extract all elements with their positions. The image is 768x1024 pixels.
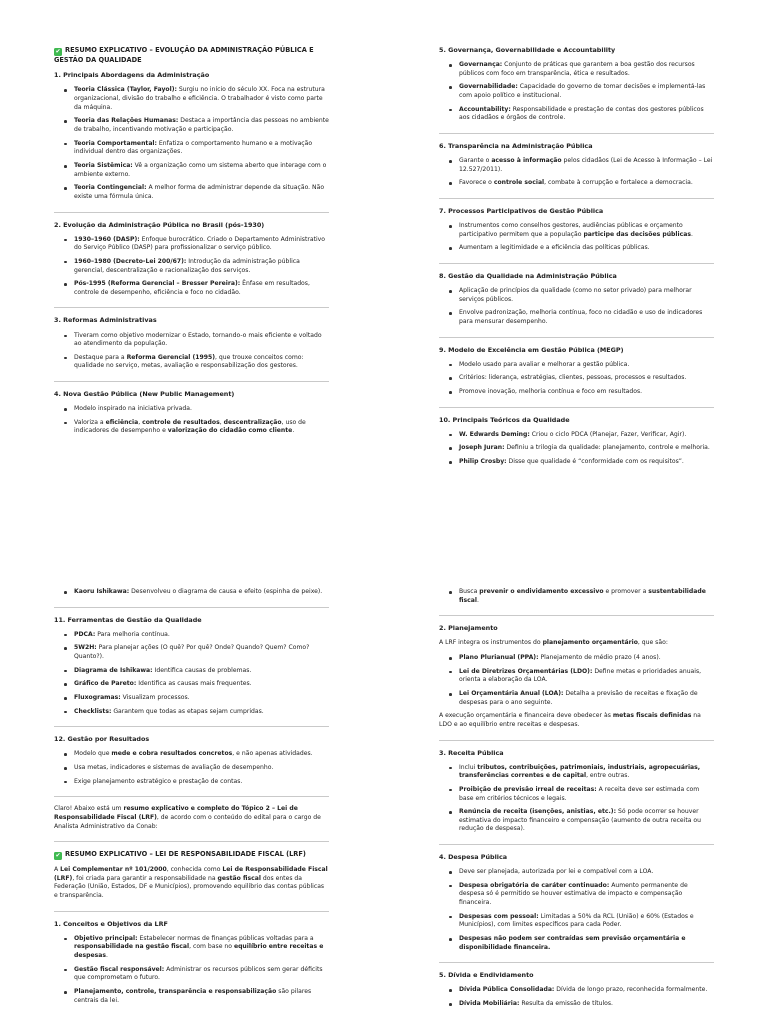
text-run: , com base no [189, 943, 234, 951]
text-run: , que são: [637, 639, 668, 647]
list-item [74, 419, 329, 436]
list-item [459, 1000, 714, 1009]
text-run: , uso de indicadores de desempenho e [74, 418, 306, 435]
section-heading [439, 624, 714, 633]
text-run: , e não apenas atividades. [232, 750, 313, 758]
section-10-principais-teoricos-da-qualidade [439, 407, 714, 467]
bullet-list [439, 61, 714, 123]
bold-text: Plano Plurianual (PPA): [459, 654, 539, 662]
list-item [459, 986, 714, 995]
text-run: , foi criada para garantir a responsabilidade na [72, 874, 218, 882]
bold-text: Philip Crosby: [459, 458, 507, 466]
bold-text: W. Edwards Deming: [459, 430, 530, 438]
text-run: Busca [459, 588, 480, 595]
bold-text: controle social [493, 179, 545, 187]
text-run: , [219, 418, 224, 426]
paragraph [439, 639, 714, 648]
text-run: Criou o ciclo PDCA (Planejar, Fazer, Verificar, Agir). [529, 430, 687, 438]
text-run: Enfoque burocrático. Criado o Departamento Administrativo do Serviço Público (DASP) para profissionalizar o serviço público. [74, 235, 326, 252]
bold-text: Teoria Clássica (Taylor, Fayol): [74, 86, 177, 94]
section-heading-text: 10. Principais Teóricos da Qualidade [439, 415, 570, 424]
section-4-despesa-publica [439, 844, 714, 952]
section-heading-text: 2. Evolução da Administração Pública no Brasil (pós-1930) [54, 220, 265, 229]
section-heading [54, 850, 329, 860]
section-heading-text: 12. Gestão por Resultados [54, 735, 150, 744]
list-item [74, 644, 329, 661]
list-item [74, 140, 329, 157]
text-run: Resulta da emissão de títulos. [519, 1000, 613, 1008]
section-heading [439, 853, 714, 862]
bullet-list [54, 631, 329, 716]
bold-text: Teoria das Relações Humanas: [74, 117, 179, 125]
text-run: Critérios: liderança, estratégias, clientes, pessoas, processos e resultados. [459, 374, 687, 382]
list-item [459, 179, 714, 188]
list-item [74, 988, 329, 1005]
section-heading-text: 7. Processos Participativos de Gestão Pública [439, 206, 604, 215]
list-item [459, 287, 714, 304]
section-heading-text: RESUMO EXPLICATIVO – EVOLUÇÃO DA ADMINISTRAÇÃO PÚBLICA E GESTÃO DA QUALIDADE [54, 46, 314, 64]
text-run: , de acordo com o conteúdo do edital para o cargo de Analista Administrativo da Conab: [54, 813, 321, 830]
text-run: Desenvolveu o diagrama de causa e efeito (espinha de peixe). [129, 588, 323, 595]
bold-text: valorização do cidadão como cliente [167, 427, 293, 435]
text-run: . [105, 952, 108, 960]
text-run: Aplicação de princípios da qualidade (como no setor privado) para melhorar serviços públicos. [459, 287, 692, 303]
text-run: e promover a [603, 588, 649, 595]
text-run: Garante o [459, 157, 492, 165]
list-item [459, 244, 714, 253]
list-item [74, 332, 329, 349]
bullet-list [439, 868, 714, 952]
bold-text: acesso à informação [491, 157, 562, 165]
bold-text: Lei Complementar nº 101/2000 [60, 866, 167, 874]
section-12-gestao-por-resultados [54, 726, 329, 786]
list-item [74, 405, 329, 414]
bold-text: Governabilidade: [459, 83, 518, 91]
text-run: Destaca a importância das pessoas no ambiente de trabalho, incentivando motivação e participação. [74, 117, 329, 134]
bold-text: planejamento orçamentário [542, 639, 638, 647]
section-heading-text: 5. Governança, Governabilidade e Accountability [439, 46, 616, 54]
bullet-list [439, 431, 714, 467]
section-continuation [54, 796, 329, 831]
right-column [439, 588, 714, 1019]
text-run: Valoriza a [74, 418, 106, 426]
text-run: Limitadas a 50% da RCL (União) e 60% (Estados e Municípios), com limites específicos para cada Poder. [459, 912, 694, 929]
subsection-heading: 1. Principais Abordagens da Administração [54, 71, 210, 80]
list-item [459, 588, 714, 605]
text-run: Conjunto de práticas que garantem a boa gestão dos recursos públicos com foco em transparência, ética e resultados. [459, 61, 695, 77]
section-8-gestao-da-qualidade-na-administracao-p [439, 263, 714, 327]
section-5-divida-e-endividamento [439, 962, 714, 1008]
bold-text: Despesa obrigatória de caráter continuado: [459, 881, 610, 889]
section-resumo-explicativo-evolucao-da-administr [54, 46, 329, 202]
text-run: Inclui [459, 763, 478, 771]
list-item [459, 83, 714, 100]
bold-text: Renúncia de receita (isenções, anistias, etc.): [459, 808, 617, 816]
text-run: Define metas e prioridades anuais, orienta a elaboração da LOA. [459, 667, 702, 684]
paragraph [54, 805, 329, 831]
list-item [459, 309, 714, 326]
list-item [74, 680, 329, 689]
document-page-2 [0, 512, 768, 1024]
text-run: . [476, 596, 479, 604]
section-heading [439, 46, 714, 55]
list-item [74, 750, 329, 759]
text-run: Só pode ocorrer se houver estimativa do impacto financeiro e compensação (aumento de outra receita ou redução de despesa). [459, 808, 702, 833]
text-run: Exige planejamento estratégico e prestação de contas. [74, 777, 243, 785]
list-item [459, 935, 714, 952]
bold-text: Teoria Comportamental: [74, 139, 157, 147]
paragraph [439, 712, 714, 729]
bullet-list [54, 935, 329, 1005]
bullet-list [54, 332, 329, 372]
text-run: Visualizam processos. [120, 693, 190, 701]
list-item [459, 868, 714, 877]
bullet-list [439, 361, 714, 397]
list-item [74, 236, 329, 253]
text-run: Disse que qualidade é “conformidade com os requisitos”. [506, 458, 684, 466]
section-heading [439, 272, 714, 281]
section-1-conceitos-e-objetivos-da-lrf [54, 911, 329, 1006]
list-item [459, 882, 714, 908]
text-run: , entre outras. [586, 772, 630, 780]
text-run: A execução orçamentária e financeira deve obedecer às [439, 712, 613, 720]
section-continuation [54, 588, 329, 597]
section-7-processos-participativos-de-gestao-pub [439, 198, 714, 253]
bullet-list [439, 986, 714, 1008]
text-run: Vê a organização como um sistema aberto que interage com o ambiente externo. [74, 161, 327, 178]
text-run: Envolve padronização, melhoria contínua, foco no cidadão e uso de indicadores para mensurar desempenho. [459, 309, 703, 325]
section-heading [439, 142, 714, 151]
text-run: Administrar os recursos públicos sem gerar déficits que comprometam o futuro. [74, 965, 323, 982]
bold-text: Accountability: [459, 105, 511, 113]
right-column [439, 46, 714, 477]
section-heading [439, 346, 714, 355]
list-item [459, 157, 714, 174]
bold-text: Lei de Diretrizes Orçamentárias (LDO): [459, 667, 593, 675]
bold-text: tributos, contribuições, patrimoniais, industriais, agropecuárias, transferências correntes e de capital [459, 763, 701, 780]
section-heading-text: RESUMO EXPLICATIVO – LEI DE RESPONSABILIDADE FISCAL (LRF) [65, 850, 306, 859]
section-heading-text: 3. Receita Pública [439, 748, 504, 757]
list-item [459, 106, 714, 123]
text-run: pelos cidadãos (Lei de Acesso à Informação – Lei 12.527/2011). [459, 157, 713, 173]
text-run: , combate à corrupção e fortalece a democracia. [544, 179, 693, 187]
bullet-list [439, 654, 714, 707]
text-run: A [54, 866, 61, 874]
left-column [54, 588, 329, 1015]
list-item [459, 808, 714, 834]
bold-text: Checklists: [74, 707, 112, 715]
paragraph [54, 866, 329, 901]
text-run: Responsabilidade e prestação de contas dos gestores públicos aos cidadãos e órgãos de controle. [459, 105, 704, 122]
list-item [459, 431, 714, 440]
text-run: Deve ser planejada, autorizada por lei e compatível com a LOA. [459, 868, 654, 876]
text-run: Estabelecer normas de finanças públicas voltadas para a [137, 934, 314, 942]
bold-text: Objetivo principal: [74, 934, 138, 942]
bold-text: Joseph Juran: [459, 444, 505, 452]
text-run: Modelo que [74, 750, 112, 758]
section-heading-text: 11. Ferramentas de Gestão da Qualidade [54, 615, 202, 624]
section-heading [54, 390, 329, 399]
text-run: A LRF integra os instrumentos do [439, 639, 543, 647]
bold-text: Dívida Pública Consolidada: [459, 986, 555, 994]
list-item [459, 222, 714, 239]
section-2-planejamento [439, 615, 714, 729]
text-run: dos entes da Federação (União, Estados, DF e Municípios), promovendo equilíbrio das contas públicas e transparência. [54, 874, 325, 900]
list-item [459, 361, 714, 370]
list-item [74, 258, 329, 275]
check-mark-icon: ✔ [55, 48, 61, 55]
list-item [74, 86, 329, 112]
bold-text: gestão fiscal [217, 874, 261, 882]
bold-text: responsabilidade na gestão fiscal [74, 943, 190, 951]
bold-text: Gestão fiscal responsável: [74, 965, 165, 973]
text-run: , que trouxe conceitos como: qualidade no serviço, metas, avaliação e responsabilização dos gestores. [74, 353, 304, 370]
section-heading-text: 5. Dívida e Endividamento [439, 971, 534, 980]
list-item [74, 280, 329, 297]
section-heading-text: 4. Despesa Pública [439, 853, 508, 862]
list-item [459, 61, 714, 78]
text-run: Para planejar ações (O quê? Por quê? Onde? Quando? Quem? Como? Quanto?). [74, 644, 310, 661]
bold-text: resumo explicativo e completo do Tópico 2 – Lei de Responsabilidade Fiscal (LRF) [54, 805, 298, 821]
section-11-ferramentas-de-gestao-da-qualidade [54, 607, 329, 717]
bold-text: controle de resultados [142, 418, 220, 426]
bold-text: equilíbrio entre receitas e despesas [74, 943, 324, 960]
bold-text: Governança: [459, 61, 503, 69]
section-heading [54, 221, 329, 230]
bullet-list [439, 764, 714, 834]
text-run: Surgiu no início do século XX. Foca na estrutura organizacional, divisão do trabalho e eficiência. O trabalhador é visto como parte da máquina. [74, 86, 325, 111]
list-item [459, 668, 714, 685]
section-heading [439, 416, 714, 425]
text-run: Usa metas, indicadores e sistemas de avaliação de desempenho. [74, 763, 274, 771]
text-run: Aumento permanente de despesa só é permitido se houver estimativa de impacto e compensação financeira. [459, 881, 688, 907]
list-item [459, 913, 714, 930]
section-heading [54, 920, 329, 929]
list-item [74, 631, 329, 640]
bold-text: Despesas não podem ser contraídas sem previsão orçamentária e disponibilidade financeira. [459, 935, 686, 951]
section-heading [439, 207, 714, 216]
section-heading [439, 971, 714, 980]
section-heading-text: 3. Reformas Administrativas [54, 316, 157, 325]
bullet-list [54, 405, 329, 436]
text-run: na LDO e ao equilíbrio entre receitas e despesas. [439, 712, 701, 728]
bold-text: descentralização [223, 418, 282, 426]
list-item [74, 354, 329, 371]
section-resumo-explicativo-lei-de-responsabilida [54, 841, 329, 901]
text-run: Identifica causas de problemas. [152, 666, 252, 674]
text-run: Tiveram como objetivo modernizar o Estado, tornando-o mais eficiente e voltado ao atendimento da população. [74, 331, 322, 348]
text-run: Definiu a trilogia da qualidade: planejamento, controle e melhoria. [504, 444, 710, 452]
bullet-list [439, 287, 714, 327]
list-item [74, 667, 329, 676]
bullet-list [439, 157, 714, 188]
section-heading-text: 1. Conceitos e Objetivos da LRF [54, 919, 168, 928]
list-item [74, 184, 329, 201]
section-heading-text: 8. Gestão da Qualidade na Administração Pública [439, 271, 617, 280]
section-2-evolucao-da-administracao-publica-no-b [54, 212, 329, 298]
section-6-transparencia-na-administracao-publica [439, 133, 714, 188]
check-mark-icon: ✔ [55, 852, 61, 860]
bold-text: Teoria Contingencial: [74, 184, 147, 192]
list-item [74, 778, 329, 787]
section-heading-text: 2. Planejamento [439, 624, 498, 633]
section-9-modelo-de-excelencia-em-gestao-publica [439, 337, 714, 397]
list-item [459, 458, 714, 467]
section-heading-text: 4. Nova Gestão Pública (New Public Management) [54, 390, 235, 399]
text-run: Aumentam a legitimidade e a eficiência das políticas públicas. [459, 244, 650, 252]
section-3-receita-publica [439, 740, 714, 835]
section-heading [54, 616, 329, 625]
text-run: . [690, 230, 693, 238]
bullet-list [54, 236, 329, 298]
text-run: Dívida de longo prazo, reconhecida formalmente. [554, 986, 708, 994]
bold-text: Dívida Mobiliária: [459, 1000, 520, 1008]
text-run: Modelo usado para avaliar e melhorar a gestão pública. [459, 360, 630, 368]
list-item [74, 588, 329, 597]
list-item [459, 374, 714, 383]
bold-text: Reforma Gerencial (1995) [126, 353, 216, 361]
section-3-reformas-administrativas [54, 307, 329, 371]
list-item [74, 966, 329, 983]
bullet-list [54, 588, 329, 597]
bold-text: Teoria Sistêmica: [74, 161, 133, 169]
list-item [74, 694, 329, 703]
section-5-governanca-governabilidade-e-accountab [439, 46, 714, 123]
list-item [459, 444, 714, 453]
bold-text: PDCA: [74, 630, 96, 638]
section-heading [54, 316, 329, 325]
text-run: Favorece o [459, 179, 494, 187]
list-item [459, 654, 714, 663]
text-run: Destaque para a [74, 353, 127, 361]
list-item [74, 117, 329, 134]
bold-text: metas fiscais definidas [612, 712, 692, 720]
section-heading-text: 9. Modelo de Excelência em Gestão Pública (MEGP) [439, 345, 624, 354]
bold-text: Diagrama de Ishikawa: [74, 666, 153, 674]
bold-text: prevenir o endividamento excessivo [479, 588, 604, 595]
bold-text: sustentabilidade fiscal [459, 588, 706, 604]
bullet-list [439, 222, 714, 253]
text-run: A melhor forma de administrar depende da situação. Não existe uma fórmula única. [74, 184, 325, 200]
text-run: Promove inovação, melhoria contínua e foco em resultados. [459, 388, 643, 395]
list-item [74, 162, 329, 179]
text-run: . [292, 427, 295, 435]
list-item [74, 764, 329, 773]
list-item [459, 786, 714, 803]
text-run: , conhecida como [166, 866, 223, 874]
text-run: Claro! Abaixo está um [54, 805, 124, 813]
list-item [74, 935, 329, 961]
list-item [459, 690, 714, 707]
bold-text: Despesas com pessoal: [459, 912, 539, 920]
text-run: Enfatiza o comportamento humano e a motivação individual dentro das organizações. [74, 139, 313, 156]
text-run: Ênfase em resultados, controle de desempenho, eficiência e foco no cidadão. [74, 280, 310, 296]
text-run: Modelo inspirado na iniciativa privada. [74, 405, 192, 413]
bold-text: mede e cobra resultados concretos [111, 750, 233, 758]
bold-text: Proibição de previsão irreal de receitas: [459, 785, 597, 793]
text-run: Instrumentos como conselhos gestores, audiências públicas e orçamento participativo permitem que a população [459, 222, 683, 238]
list-item [459, 764, 714, 781]
text-run: Introdução da administração pública gerencial, descentralização e racionalização dos serviços. [74, 257, 300, 274]
section-heading [54, 46, 329, 65]
text-run: Detalha a previsão de receitas e fixação de despesas para o ano seguinte. [459, 689, 698, 706]
bullet-list [54, 86, 329, 201]
bold-text: 1930–1960 (DASP): [74, 235, 140, 243]
section-heading [439, 749, 714, 758]
bold-text: eficiência [105, 418, 139, 426]
bold-text: 1960–1980 (Decreto-Lei 200/67): [74, 257, 187, 265]
section-continuation [439, 588, 714, 605]
bold-text: Lei Orçamentária Anual (LOA): [459, 689, 564, 697]
bold-text: Fluxogramas: [74, 693, 121, 701]
text-run: Garantem que todas as etapas sejam cumpridas. [111, 707, 264, 715]
text-run: Para melhoria contínua. [95, 630, 170, 638]
text-run: Identifica as causas mais frequentes. [136, 680, 252, 688]
bold-text: Kaoru Ishikawa: [74, 588, 130, 595]
left-column [54, 46, 329, 446]
text-run: Planejamento de médio prazo (4 anos). [538, 654, 661, 662]
bold-text: Lei de Responsabilidade Fiscal (LRF) [54, 866, 328, 882]
text-run: A receita deve ser estimada com base em critérios técnicos e legais. [459, 785, 700, 802]
bold-text: 5W2H: [74, 644, 97, 652]
text-run: , [138, 418, 143, 426]
section-heading-text: 6. Transparência na Administração Pública [439, 141, 593, 150]
bullet-list [439, 588, 714, 605]
section-4-nova-gestao-publica-new-public-managem [54, 381, 329, 436]
bold-text: Gráfico de Pareto: [74, 680, 137, 688]
bold-text: Pós-1995 (Reforma Gerencial – Bresser Pereira): [74, 280, 241, 288]
bold-text: Planejamento, controle, transparência e responsabilização [74, 988, 277, 996]
section-heading [54, 735, 329, 744]
text-run: Capacidade do governo de tomar decisões e implementá-las com apoio político e institucional. [459, 83, 706, 100]
bullet-list [54, 750, 329, 786]
text-run: são pilares centrais da lei. [74, 988, 312, 1004]
bold-text: participe das decisões públicas [583, 230, 691, 238]
list-item [459, 388, 714, 397]
list-item [74, 708, 329, 717]
